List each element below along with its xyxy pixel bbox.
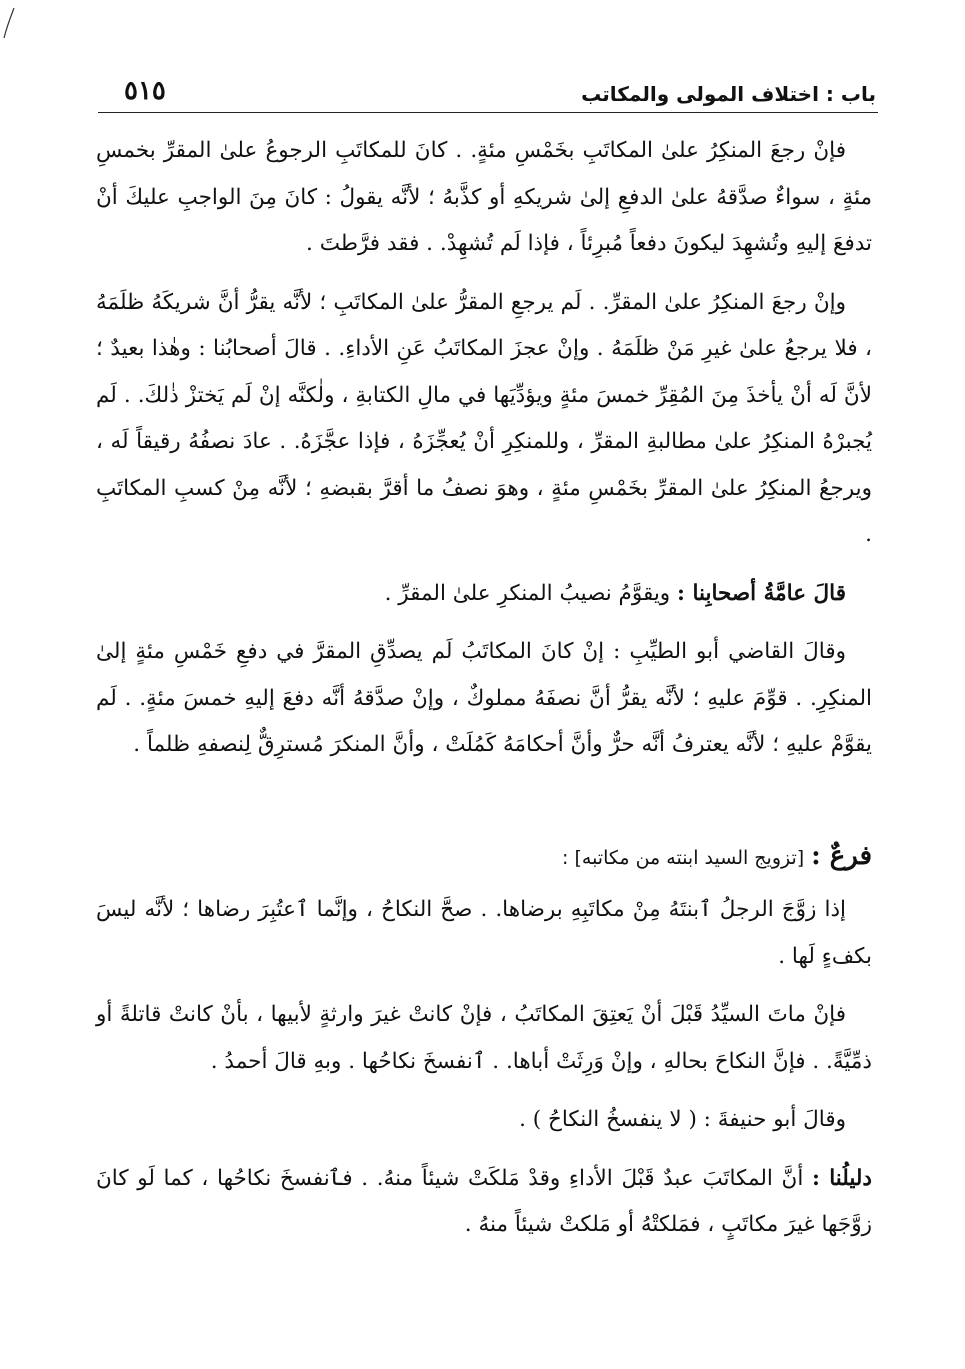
paragraph-8-text: أنَّ المكاتَبَ عبدٌ قَبْلَ الأداءِ وقدْ مَلكَتْ شيئاً منهُ. . فٱنفسخَ نكاحُها ، كما لَو كانَ زوَّجَها غيرَ مكاتَبٍ ، فمَلكتْهُ أو مَلكتْ شيئاً منهُ . xyxy=(96,1165,872,1237)
paragraph-8-lead: دليلُنا : xyxy=(811,1165,872,1191)
corner-pen-mark xyxy=(2,6,16,40)
branch-heading xyxy=(96,833,872,882)
section-gap xyxy=(96,781,872,833)
branch-title: [تزويج السيد ابنته من مكاتبه] : xyxy=(562,846,805,869)
paragraph-7: وقالَ أبو حنيفةَ : ( لا ينفسخُ النكاحُ ) . xyxy=(519,1107,846,1132)
page-number: ٥١٥ xyxy=(124,76,166,106)
paragraph-1: فإنْ رجعَ المنكِرُ علىٰ المكاتَبِ بخَمْسِ مئةٍ. . كانَ للمكاتَبِ الرجوعُ علىٰ المقرِّ بخمسِ مئةٍ ، سواءٌ صدَّقهُ علىٰ الدفعِ إلىٰ شريكهِ أو كذَّبهُ ؛ لأنَّه يقولُ : كانَ مِنَ الواجبِ عليكَ أنْ تدفعَ إليهِ وتُشهِدَ ليكونَ دفعاً مُبرِئاً ، فإذا لَم تُشهِدْ. . فقد فرَّطتَ . xyxy=(96,138,872,256)
paragraph-5: إذا زوَّجَ الرجلُ ٱبنتَهُ مِنْ مكاتَبِهِ برضاها. . صحَّ النكاحُ ، وإنَّما ٱعتُبِرَ رضاها ؛ لأنَّه ليسَ بكفءٍ لَها . xyxy=(96,897,872,969)
paragraph-8 xyxy=(96,1156,872,1249)
running-header xyxy=(98,72,878,114)
paragraph-3-text: ويقوَّمُ نصيبُ المنكرِ علىٰ المقرِّ . xyxy=(384,580,671,606)
branch-label: فرعٌ : xyxy=(811,840,872,871)
paragraph-3-lead: قالَ عامَّةُ أصحابِنا : xyxy=(677,580,846,606)
header-rule xyxy=(98,112,878,113)
paragraph-6: فإنْ ماتَ السيِّدُ قَبْلَ أنْ يَعتِقَ المكاتَبُ ، فإنْ كانتْ غيرَ وارثةٍ لأبيها ، بأنْ كانتْ قاتلةً أو ذمِّيَّةً. . فإنَّ النكاحَ بحالهِ ، وإنْ وَرِثَتْ أباها. . ٱنفسخَ نكاحُها . وبهِ قالَ أحمدُ . xyxy=(96,1002,872,1074)
paragraph-4: وقالَ القاضي أبو الطيِّبِ : إنْ كانَ المكاتَبُ لَم يصدِّقِ المقرَّ في دفعِ خَمْسِ مئةٍ إلىٰ المنكِرِ. . قوِّمَ عليهِ ؛ لأنَّه يقرُّ أنَّ نصفَهُ مملوكٌ ، وإنْ صدَّقهُ أنَّه دفعَ إليهِ خمسَ مئةٍ. . لَم يقوَّمْ عليهِ ؛ لأنَّه يعترفُ أنَّه حرٌّ وأنَّ أحكامَهُ كَمُلَتْ ، وأنَّ المنكرَ مُسترِقٌّ لِنصفهِ ظلماً . xyxy=(96,639,872,757)
page-body xyxy=(96,128,872,1261)
paragraph-3 xyxy=(96,571,872,618)
paragraph-2: وإنْ رجعَ المنكِرُ علىٰ المقرِّ. . لَم يرجعِ المقرُّ علىٰ المكاتَبِ ؛ لأنَّه يقرُّ أنَّ شريكَهُ ظلَمَهُ ، فلا يرجعُ علىٰ غيرِ مَنْ ظلَمَهُ . وإنْ عجزَ المكاتَبُ عَنِ الأداءِ. . قالَ أصحابُنا : وهٰذا بعيدٌ ؛ لأنَّ لَه أنْ يأخذَ مِنَ المُقِرِّ خمسَ مئةٍ ويؤدِّيَها في مالِ الكتابةِ ، ولٰكنَّه إنْ لَم يَختزْ ذٰلكَ. . لَم يُجبرْهُ المنكِرُ علىٰ مطالبةِ المقرِّ ، وللمنكِرِ أنْ يُعجِّزَهُ ، فإذا عجَّزَهُ. . عادَ نصفُهُ رقيقاً لَه ، ويرجعُ المنكِرُ علىٰ المقرِّ بخَمْسِ مئةٍ ، وهوَ نصفُ ما أقرَّ بقبضهِ ؛ لأنَّه مِنْ كسبِ المكاتَبِ . xyxy=(96,289,872,547)
chapter-title: باب : اختلاف المولى والمكاتب xyxy=(581,82,876,106)
